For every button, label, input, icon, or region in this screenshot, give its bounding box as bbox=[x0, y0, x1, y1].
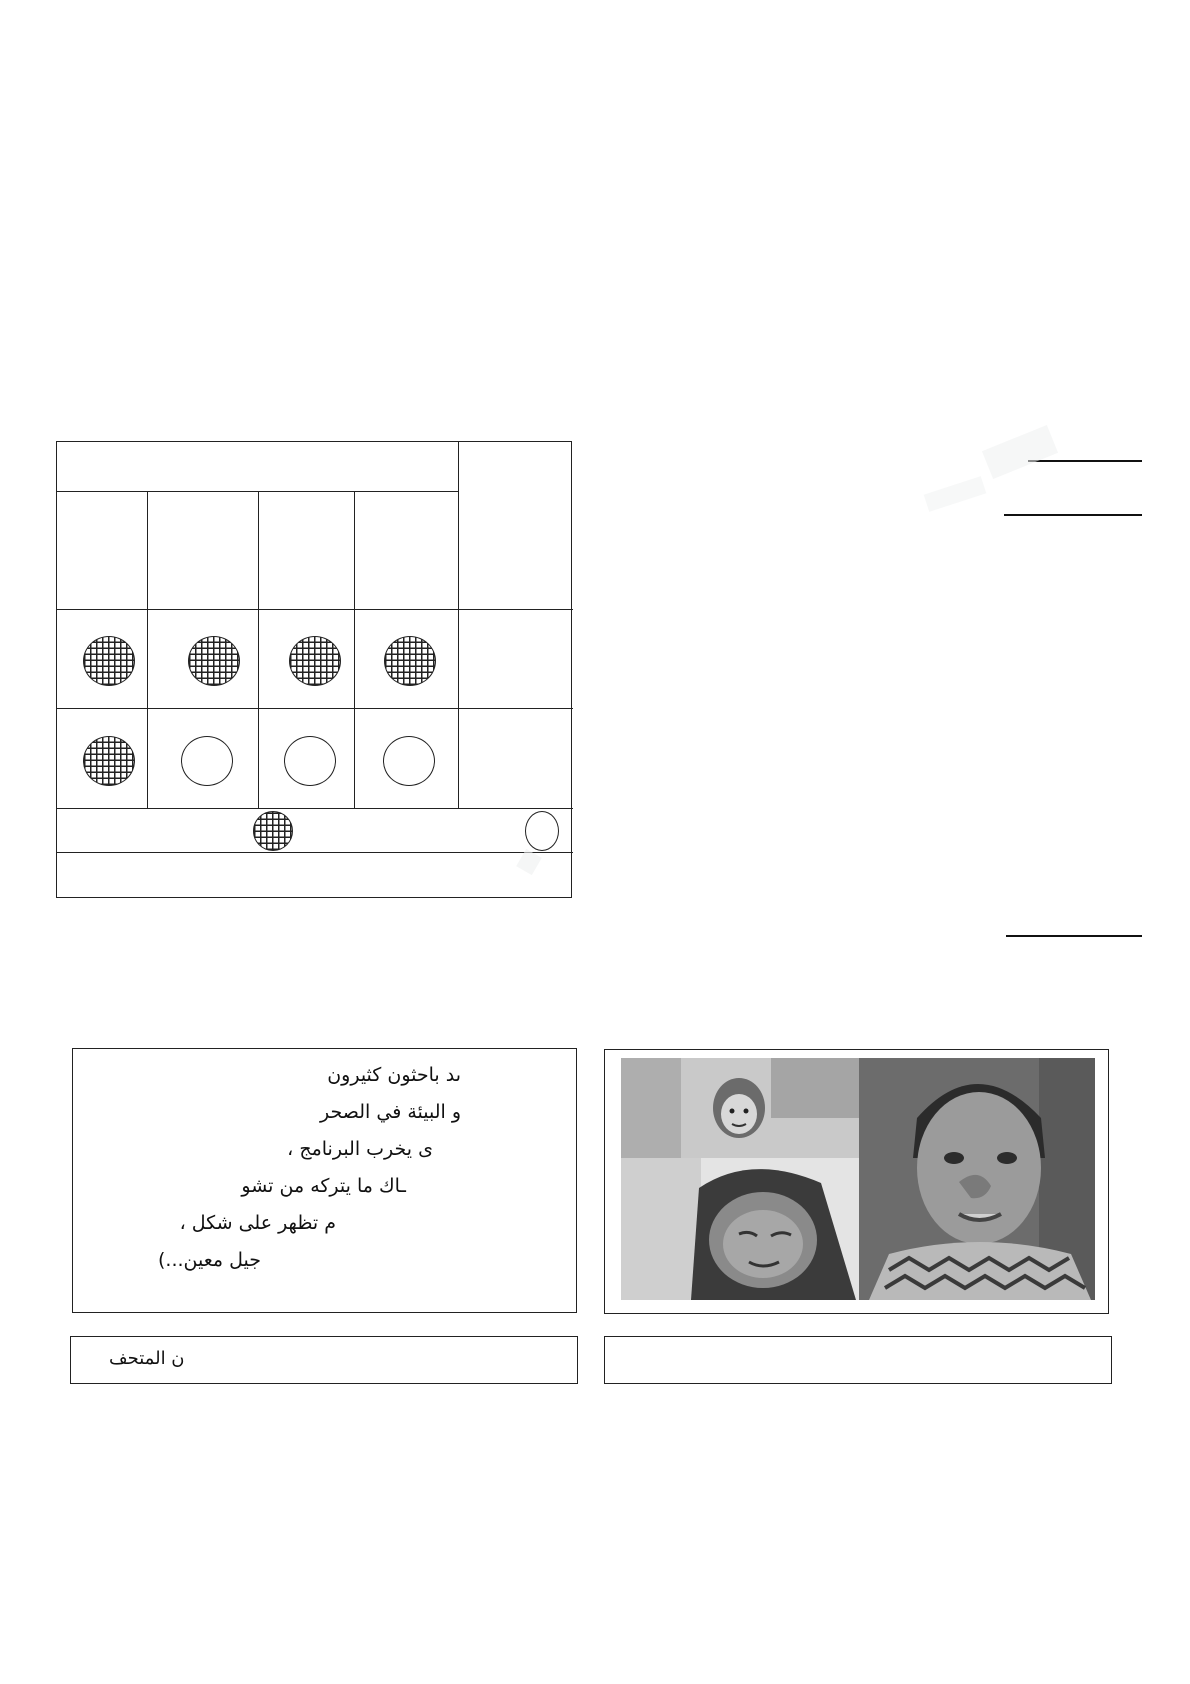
row1-circle-1 bbox=[83, 636, 135, 686]
scan-smudge-2 bbox=[924, 476, 987, 512]
passage-text bbox=[73, 1057, 461, 1279]
passage-line-4: ـاك ما يتركه من تشو bbox=[241, 1175, 406, 1197]
row2-circle-2 bbox=[181, 736, 233, 786]
table-side-column-rule bbox=[458, 442, 459, 808]
row1-circle-4 bbox=[384, 636, 436, 686]
row2-circle-1 bbox=[83, 736, 135, 786]
table-col-rule-1 bbox=[147, 491, 148, 808]
table-row-rule-2 bbox=[57, 708, 573, 709]
answer-rule-1 bbox=[1028, 460, 1142, 462]
table-col-rule-2 bbox=[258, 491, 259, 808]
table-row-rule-1 bbox=[57, 609, 573, 610]
child-portrait-photo bbox=[859, 1058, 1095, 1300]
row2-circle-3 bbox=[284, 736, 336, 786]
passage-line-5: م تظهر على شكل ، bbox=[179, 1212, 336, 1234]
table-col-rule-3 bbox=[354, 491, 355, 808]
legend-hatched-circle-icon bbox=[253, 811, 293, 851]
photo-caption-box bbox=[604, 1336, 1112, 1384]
row2-circle-4 bbox=[383, 736, 435, 786]
passage-line-2: و البيئة في الصحر bbox=[320, 1101, 461, 1123]
passage-line-1: ىد باحثون كثيرون bbox=[327, 1064, 461, 1086]
elderly-woman-photo-icon bbox=[621, 1158, 877, 1300]
infant-photo-icon bbox=[621, 1058, 859, 1160]
answer-rule-3 bbox=[1006, 935, 1142, 937]
table-row-rule-4 bbox=[57, 852, 573, 853]
elderly-woman-photo bbox=[621, 1158, 877, 1300]
table-row-rule-3 bbox=[57, 808, 573, 809]
legend-empty-circle-icon bbox=[525, 811, 559, 851]
row1-circle-2 bbox=[188, 636, 240, 686]
child-portrait-photo-icon bbox=[859, 1058, 1095, 1300]
scan-smudge-1 bbox=[982, 425, 1058, 479]
photo-box bbox=[604, 1049, 1109, 1314]
passage-box bbox=[72, 1048, 577, 1313]
answer-rule-2 bbox=[1004, 514, 1142, 516]
source-caption: ن المتحف bbox=[109, 1348, 185, 1369]
source-caption-box bbox=[70, 1336, 578, 1384]
infant-photo bbox=[621, 1058, 859, 1160]
passage-line-3: ى يخرب البرنامج ، bbox=[287, 1138, 433, 1160]
pedigree-table bbox=[56, 441, 572, 898]
row1-circle-3 bbox=[289, 636, 341, 686]
passage-line-6: جيل معين...) bbox=[158, 1249, 261, 1271]
